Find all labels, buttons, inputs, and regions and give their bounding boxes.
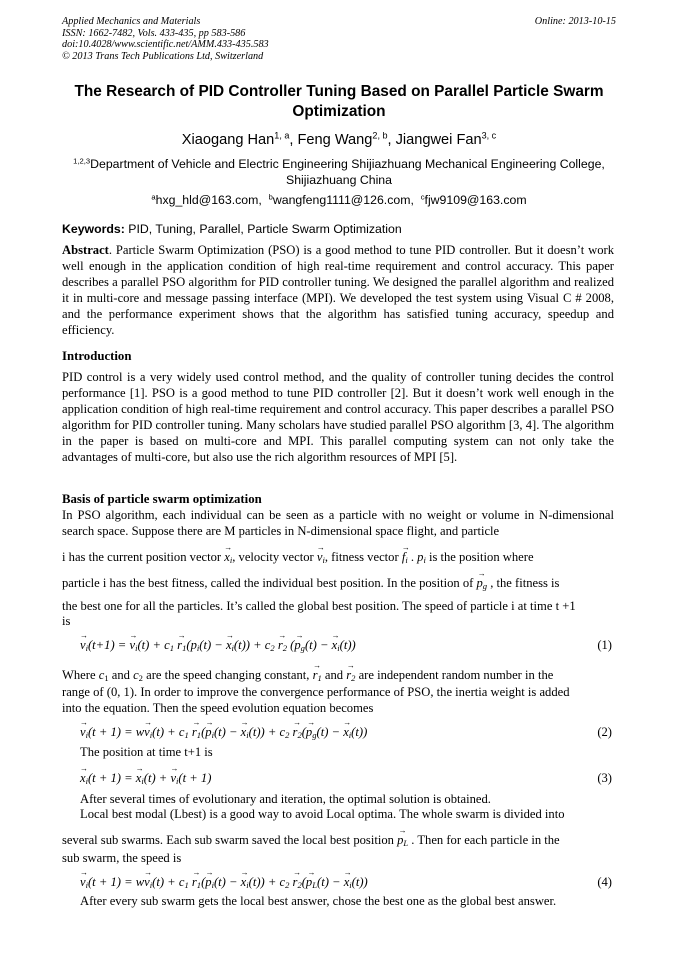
basis-line-final: After every sub swarm gets the local best answer, chose the best one as the global best answer. bbox=[80, 894, 557, 908]
text-run: . bbox=[407, 550, 418, 564]
text-run: and bbox=[108, 668, 134, 682]
paper-title: The Research of PID Controller Tuning Based on Parallel Particle Swarm Optimization bbox=[74, 83, 604, 120]
c1-symbol: c bbox=[98, 668, 105, 682]
basis-line-range: range of (0, 1). In order to improve the convergence performance of PSO, the inertia weight is added bbox=[62, 685, 570, 699]
basis-line-into: into the equation. Then the speed evolution equation becomes bbox=[62, 701, 374, 715]
doi-line: doi:10.4028/www.scientific.net/AMM.433-435.583 bbox=[62, 39, 269, 50]
affiliation bbox=[62, 157, 616, 188]
basis-line-lbest: Local best modal (Lbest) is a good way to avoid Local optima. The whole swarm is divided into bbox=[80, 807, 565, 821]
text-run: , fitness vector bbox=[324, 550, 402, 564]
r1-symbol: → $r_1$ bbox=[313, 667, 322, 683]
author-list: Xiaogang Han$^{1, a}$, Feng Wang$^{2, b}$, Jiangwei Fan$^{3, c}$ bbox=[181, 130, 497, 148]
email-address[interactable]: hxg_hld@163.com, bbox=[155, 193, 262, 207]
basis-paragraph-1: In PSO algorithm, each individual can be seen as a particle with no weight or volume in N-dimensional search space. Suppose there are M particles in N-dimensional space flight, and particle bbox=[62, 508, 614, 538]
email-address[interactable]: wangfeng1111@126.com, bbox=[272, 193, 414, 207]
copyright-line: © 2013 Trans Tech Publications Ltd, Switzerland bbox=[62, 50, 264, 62]
text-run: i has the current position vector bbox=[62, 550, 225, 564]
keywords-text: PID, Tuning, Parallel, Particle Swarm Optimization bbox=[128, 222, 402, 236]
basis-line-subswarms bbox=[62, 832, 614, 848]
text-run: is the position where bbox=[425, 550, 534, 564]
fitness-vector-symbol: → $f_i$ bbox=[402, 549, 408, 565]
equation-3-number: (3) bbox=[597, 771, 612, 785]
journal-name: Applied Mechanics and Materials bbox=[62, 16, 201, 27]
text-run: and bbox=[321, 668, 347, 682]
email-address[interactable]: fjw9109@163.com bbox=[424, 193, 527, 207]
abstract-text: . Particle Swarm Optimization (PSO) is a good method to tune PID controller. But it doesn’t work well enough in the application condition of high real-time requirement and control accuracy. This paper describes a parallel PSO algorithm for PID controller tuning. We designed the parallel algorithm and realized it in multi-core and message passing interface (MPI). We developed the test system using Visual C # 2008, and the performance experiment shows that the algorithm has satisfied tuning accuracy, speedup and efficiency. bbox=[62, 243, 614, 337]
keywords-label: Keywords: bbox=[62, 222, 125, 236]
author-affil-mark: 2, b bbox=[372, 130, 388, 141]
text-run: are the speed changing constant, bbox=[142, 668, 313, 682]
equation-1-number: (1) bbox=[597, 638, 612, 652]
r2-symbol: → $r_2$ bbox=[346, 667, 355, 683]
email-mark: a bbox=[151, 192, 156, 202]
basis-line-position: The position at time t+1 is bbox=[80, 745, 213, 759]
author-name: Jiangwei Fan bbox=[395, 132, 482, 148]
text-run: , velocity vector bbox=[232, 550, 317, 564]
text-run: particle i has the best fitness, called the individual best position. In the position of bbox=[62, 576, 477, 590]
c2-symbol: c bbox=[133, 668, 139, 682]
online-date: Online: 2013-10-15 bbox=[534, 16, 616, 27]
basis-line-where: Where $c_1$ and $c_2$ are the speed changing constant, → $r_1$ and → $r_2$ are independent random number in the bbox=[62, 667, 614, 683]
abstract bbox=[62, 242, 614, 338]
text-run: , the fitness is bbox=[487, 576, 560, 590]
text-run: are independent random number in the bbox=[355, 668, 554, 682]
author-name: Xiaogang Han bbox=[181, 132, 275, 148]
email-mark: b bbox=[268, 192, 273, 202]
local-best-symbol: → $p_L$ bbox=[397, 832, 408, 848]
text-run: Where bbox=[62, 668, 99, 682]
introduction-paragraph: PID control is a very widely used control method, and the quality of controller tuning decides the control performance [1]. PSO is a good method to tune PID controller [2]. But it doesn’t work well enough in the application condition of high real-time requirement and control accuracy. This paper describes a parallel PSO algorithm for PID controller tuning. Many scholars have studied parallel PSO algorithm [3, 4]. The algorithm in the paper is based on multi-core and MPI. This parallel computing system can not only take the advantages of multi-core, but also use the rich algorithm resources of MPI [5]. bbox=[62, 370, 614, 464]
section-heading-basis: Basis of particle swarm optimization bbox=[62, 492, 262, 506]
affiliation-mark: 1,2,3 bbox=[73, 156, 91, 166]
equation-1: → $v_i(t+1)$ = → $v_i(t) + c_1 \to r_1(p_i(t)$ − → $x_i(t)) + c_2 \to r_2$ (→ $p_g(t)$ − → $x_i(t)$) bbox=[80, 637, 356, 653]
abstract-label: Abstract bbox=[62, 243, 109, 257]
basis-line-best bbox=[62, 575, 614, 591]
basis-line-subswarm-speed: sub swarm, the speed is bbox=[62, 851, 182, 865]
email-list bbox=[62, 193, 616, 208]
equation-4: → $v_i(t + 1) = w\to v_i(t) + c_1 \to r_1(\to p_i(t)$ − → $x_i(t)) + c_2 \to r_2(\to p_L(t)$ − → $x_i(t)$) bbox=[80, 874, 368, 890]
basis-line-vectors bbox=[62, 549, 614, 565]
email-mark: c bbox=[420, 192, 425, 202]
author-affil-mark: 3, c bbox=[481, 130, 497, 141]
author-affil-mark: 1, a bbox=[274, 130, 290, 141]
section-heading-introduction: Introduction bbox=[62, 349, 132, 363]
basis-line-after: After several times of evolutionary and iteration, the optimal solution is obtained. bbox=[80, 792, 491, 806]
equation-3: → $x_i(t + 1)$ = → $x_i(t)$ + → $v_i(t + 1)$ bbox=[80, 770, 211, 786]
velocity-vector-symbol: → $v_i$ bbox=[317, 549, 325, 565]
best-position-symbol: $p_i$ bbox=[417, 550, 426, 566]
position-vector-symbol: → $x_i$ bbox=[224, 549, 232, 565]
issn-line: ISSN: 1662-7482, Vols. 433-435, pp 583-586 bbox=[62, 27, 246, 39]
affiliation-text: Department of Vehicle and Electric Engineering Shijiazhuang Mechanical Engineering College, Shijiazhuang China bbox=[90, 157, 605, 187]
journal-header bbox=[62, 16, 616, 62]
basis-line-is: is bbox=[62, 614, 71, 628]
equation-2-number: (2) bbox=[597, 725, 612, 739]
equation-2: → $v_i(t + 1) = w\to v_i(t) + c_1 \to r_1(\to p_i(t)$ − → $x_i(t)) + c_2 \to r_2(\to p_g(t)$ − → $x_i(t)$) bbox=[80, 724, 367, 740]
global-best-symbol: → $p_g$ bbox=[476, 575, 487, 591]
text-run: several sub swarms. Each sub swarm saved the local best position bbox=[62, 833, 398, 847]
text-run: . Then for each particle in the bbox=[408, 833, 560, 847]
basis-line-speed: the best one for all the particles. It’s called the global best position. The speed of particle i at time t +1 bbox=[62, 599, 576, 613]
equation-4-number: (4) bbox=[597, 875, 612, 889]
author-name: Feng Wang bbox=[297, 132, 373, 148]
keywords bbox=[62, 222, 616, 237]
